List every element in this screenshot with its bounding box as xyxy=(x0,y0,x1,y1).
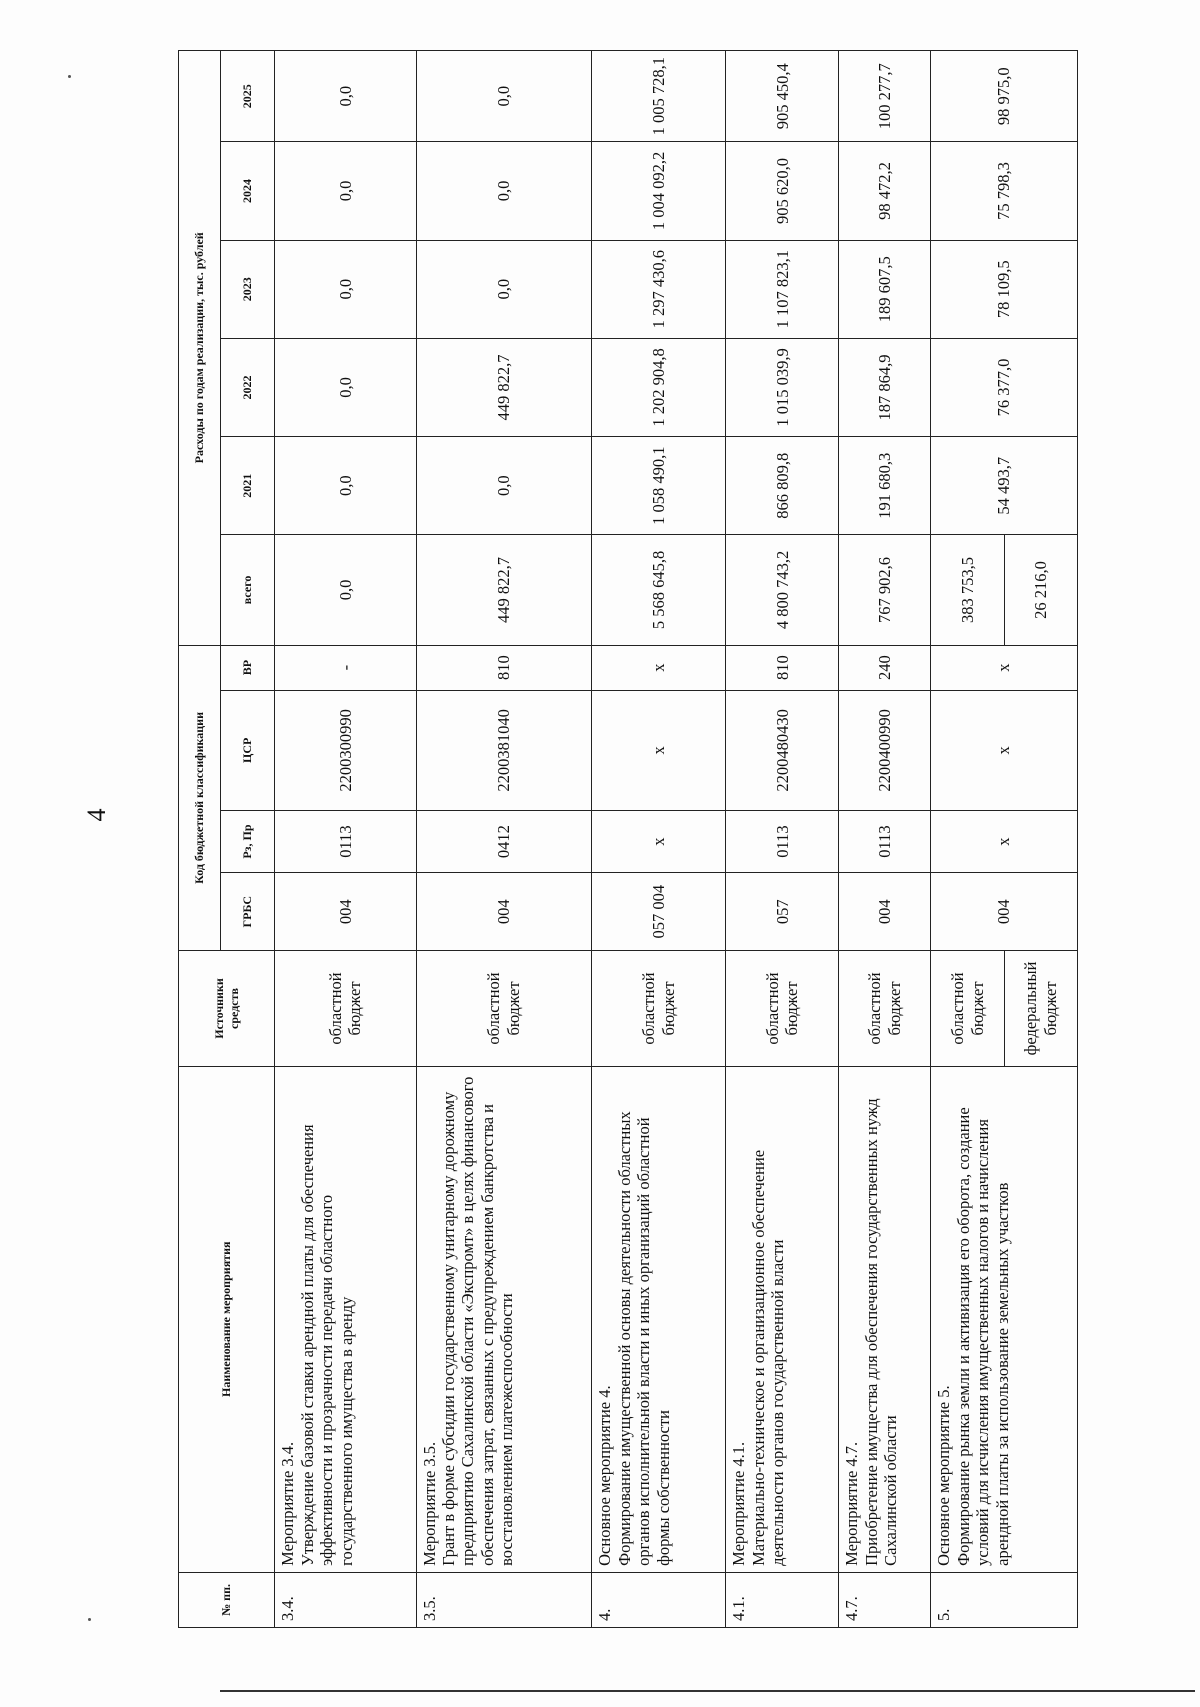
rotated-table-container xyxy=(178,50,1078,1628)
row-2023: 78 109,5 xyxy=(931,240,1078,338)
row-total: 767 902,6 xyxy=(839,535,931,645)
row-grbs: 004 xyxy=(931,873,1078,951)
row-rzpr: 0113 xyxy=(839,810,931,872)
row-name xyxy=(931,1066,1078,1572)
row-2021: 866 809,8 xyxy=(726,437,839,535)
header-2022: 2022 xyxy=(220,338,274,436)
row-2025: 905 450,4 xyxy=(726,51,839,142)
row-2023: 1 107 823,1 xyxy=(726,240,839,338)
header-rzpr: Рз, Пр xyxy=(220,810,274,872)
header-expenses-group: Расходы по годам реализации, тыс. рублей xyxy=(179,51,221,646)
row-2024: 1 004 092,2 xyxy=(592,142,726,240)
table-row xyxy=(416,51,592,1628)
row-source: федеральный бюджет xyxy=(1004,951,1077,1066)
header-2023: 2023 xyxy=(220,240,274,338)
row-vr: 810 xyxy=(726,645,839,690)
table-row xyxy=(592,51,726,1628)
row-source: областной бюджет xyxy=(931,951,1004,1066)
row-csr: 2200480430 xyxy=(726,690,839,810)
row-grbs: 057 xyxy=(726,873,839,951)
header-num: № пп. xyxy=(179,1572,275,1627)
row-2021: 0,0 xyxy=(416,437,592,535)
header-code-group: Код бюджетной классификации xyxy=(179,645,221,951)
scan-speck xyxy=(68,75,71,78)
row-2024: 0,0 xyxy=(416,142,592,240)
row-vr: - xyxy=(275,645,416,690)
row-rzpr: 0412 xyxy=(416,810,592,872)
row-desc: Утверждение базовой ставки арендной платы для обеспечения эффективности и прозрачности передачи областного государственного имущества в аренду xyxy=(297,1124,356,1566)
row-total: 449 822,7 xyxy=(416,535,592,645)
row-total: 0,0 xyxy=(275,535,416,645)
header-2021: 2021 xyxy=(220,437,274,535)
header-grbs: ГРБС xyxy=(220,873,274,951)
row-num: 5. xyxy=(931,1572,1078,1627)
header-total: всего xyxy=(220,535,274,645)
row-2022: 449 822,7 xyxy=(416,338,592,436)
row-grbs: 004 xyxy=(839,873,931,951)
row-desc: Грант в форме субсидии государственному унитарному дорожному предприятию Сахалинской области «Экспромт» в целях финансового обеспечения затрат, связанных с предупреждением банкротства и восстановлением платежеспособности xyxy=(439,1076,517,1566)
row-total: 383 753,5 xyxy=(931,535,1004,645)
row-csr: 2200381040 xyxy=(416,690,592,810)
row-num: 3.4. xyxy=(275,1572,416,1627)
row-vr: 240 xyxy=(839,645,931,690)
row-name xyxy=(726,1066,839,1572)
row-title: Основное мероприятие 4. xyxy=(595,1385,615,1566)
row-title: Мероприятие 4.1. xyxy=(729,1441,749,1566)
row-vr: x xyxy=(592,645,726,690)
header-vr: ВР xyxy=(220,645,274,690)
row-2021: 54 493,7 xyxy=(931,437,1078,535)
row-name xyxy=(416,1066,592,1572)
row-desc: Приобретение имущества для обеспечения государственных нужд Сахалинской области xyxy=(861,1098,901,1566)
row-rzpr: x xyxy=(592,810,726,872)
row-2024: 98 472,2 xyxy=(839,142,931,240)
row-source: областной бюджет xyxy=(592,951,726,1066)
row-grbs: 004 xyxy=(416,873,592,951)
row-2024: 905 620,0 xyxy=(726,142,839,240)
row-total: 4 800 743,2 xyxy=(726,535,839,645)
row-rzpr: 0113 xyxy=(275,810,416,872)
row-csr: 2200300990 xyxy=(275,690,416,810)
header-name: Наименование мероприятия xyxy=(179,1066,275,1572)
row-num: 4.1. xyxy=(726,1572,839,1627)
row-name xyxy=(592,1066,726,1572)
header-2025: 2025 xyxy=(220,51,274,142)
row-2022: 1 202 904,8 xyxy=(592,338,726,436)
row-csr: x xyxy=(592,690,726,810)
row-2023: 0,0 xyxy=(275,240,416,338)
row-2022: 187 864,9 xyxy=(839,338,931,436)
table-row xyxy=(275,51,416,1628)
header-csr: ЦСР xyxy=(220,690,274,810)
row-rzpr: x xyxy=(931,810,1078,872)
row-rzpr: 0113 xyxy=(726,810,839,872)
row-title: Мероприятие 4.7. xyxy=(842,1441,862,1566)
row-desc: Формирование рынка земли и активизация его оборота, создание условий для исчисления имущественных налогов и начисления арендной платы за использование земельных участков xyxy=(953,1107,1012,1566)
row-title: Основное мероприятие 5. xyxy=(934,1385,954,1566)
row-csr: x xyxy=(931,690,1078,810)
row-2023: 1 297 430,6 xyxy=(592,240,726,338)
row-source: областной бюджет xyxy=(416,951,592,1066)
row-name xyxy=(839,1066,931,1572)
row-2022: 76 377,0 xyxy=(931,338,1078,436)
row-csr: 2200400990 xyxy=(839,690,931,810)
row-grbs: 004 xyxy=(275,873,416,951)
row-2023: 0,0 xyxy=(416,240,592,338)
row-total: 5 568 645,8 xyxy=(592,535,726,645)
row-2021: 191 680,3 xyxy=(839,437,931,535)
row-2025: 98 975,0 xyxy=(931,51,1078,142)
row-source: областной бюджет xyxy=(839,951,931,1066)
row-vr: 810 xyxy=(416,645,592,690)
bottom-rule xyxy=(220,1690,1195,1692)
row-2021: 0,0 xyxy=(275,437,416,535)
header-source: Источники средств xyxy=(179,951,275,1066)
table-row xyxy=(839,51,931,1628)
row-num: 4. xyxy=(592,1572,726,1627)
row-grbs: 057 004 xyxy=(592,873,726,951)
row-title: Мероприятие 3.5. xyxy=(419,1441,439,1566)
header-row-1 xyxy=(179,51,221,1628)
row-num: 4.7. xyxy=(839,1572,931,1627)
row-2023: 189 607,5 xyxy=(839,240,931,338)
header-2024: 2024 xyxy=(220,142,274,240)
row-vr: x xyxy=(931,645,1078,690)
row-desc: Материально-техническое и организационное обеспечение деятельности органов государственной власти xyxy=(748,1149,788,1566)
budget-table xyxy=(178,50,1078,1628)
row-desc: Формирование имущественной основы деятельности областных органов исполнительной власти и иных организаций областной формы собственности xyxy=(614,1111,673,1566)
row-num: 3.5. xyxy=(416,1572,592,1627)
row-source: областной бюджет xyxy=(275,951,416,1066)
row-2024: 0,0 xyxy=(275,142,416,240)
row-2024: 75 798,3 xyxy=(931,142,1078,240)
table-row xyxy=(726,51,839,1628)
row-total: 26 216,0 xyxy=(1004,535,1077,645)
scan-speck xyxy=(88,1618,91,1621)
row-2021: 1 058 490,1 xyxy=(592,437,726,535)
row-2025: 1 005 728,1 xyxy=(592,51,726,142)
row-2025: 100 277,7 xyxy=(839,51,931,142)
page-number: 4 xyxy=(82,808,111,822)
row-source: областной бюджет xyxy=(726,951,839,1066)
row-2022: 1 015 039,9 xyxy=(726,338,839,436)
row-name xyxy=(275,1066,416,1572)
row-2025: 0,0 xyxy=(416,51,592,142)
table-row xyxy=(931,51,1004,1628)
row-2025: 0,0 xyxy=(275,51,416,142)
row-2022: 0,0 xyxy=(275,338,416,436)
row-title: Мероприятие 3.4. xyxy=(278,1441,298,1566)
